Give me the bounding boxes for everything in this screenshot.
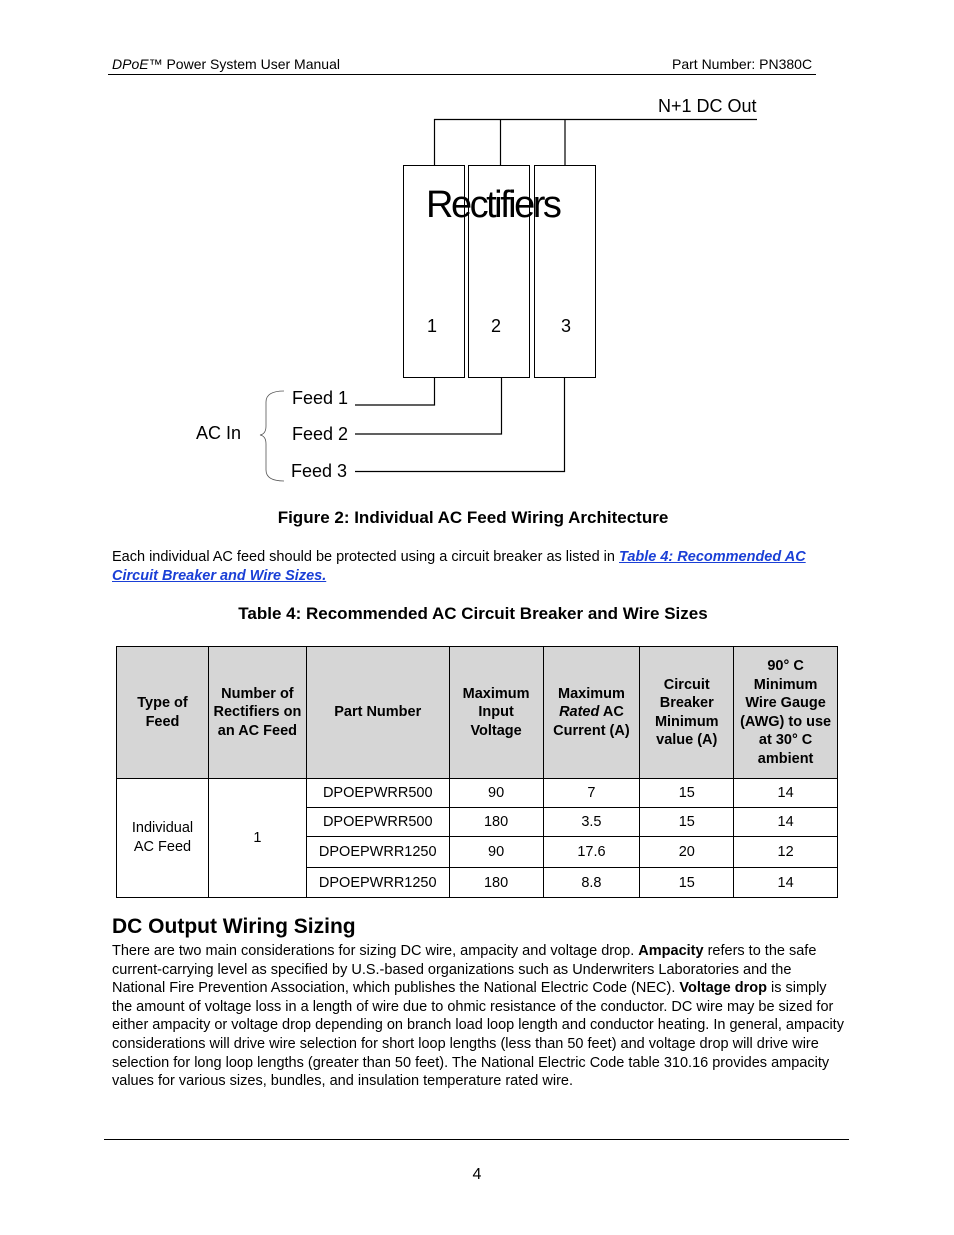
- term-ampacity: Ampacity: [638, 943, 704, 959]
- header-type-of-feed: Type of Feed: [117, 647, 209, 779]
- dc-out-label: N+1 DC Out: [658, 96, 757, 116]
- ac-in-label: AC In: [196, 423, 242, 443]
- feed-2-label: Feed 2: [292, 424, 349, 444]
- cell-voltage: 90: [449, 779, 543, 808]
- cell-type-of-feed: Individual AC Feed: [117, 779, 209, 898]
- cell-wire: 12: [734, 837, 838, 868]
- table-4-link[interactable]: Table 4: Recommended AC Circuit Breaker and Wire Sizes.: [112, 549, 806, 584]
- cell-voltage: 180: [449, 808, 543, 837]
- page-number: 4: [472, 1166, 482, 1183]
- cell-breaker: 20: [640, 837, 734, 868]
- rectifier-number-1: 1: [427, 316, 438, 336]
- header-number-of-rectifiers: Number of Rectifiers on an AC Feed: [208, 647, 306, 779]
- cell-wire: 14: [734, 779, 838, 808]
- rectifiers-label: Rectifiers: [426, 184, 560, 226]
- feed-2-wire: [355, 378, 502, 434]
- feed-3-wire: [355, 378, 565, 472]
- table-row: [117, 779, 838, 808]
- ac-in-brace: [260, 391, 284, 481]
- cell-breaker: 15: [640, 808, 734, 837]
- header-part-number: Part Number: PN380C: [672, 56, 813, 72]
- header-title-brand: DPoE: [112, 56, 149, 72]
- dc-output-paragraph: There are two main considerations for sizing DC wire, ampacity and voltage drop. Ampacity refers to the safe current-carrying level as specified by U.S.-based organizations such as Underwriters Laboratories and the National Fire Prevention Association, which publishes the National Electric Code (NEC). Voltage drop is simply the amount of voltage loss in a length of wire due to ohmic resistance of the conductor. DC wire may be sized for either ampacity or voltage drop depending on branch load loop length and conductor heating. In general, ampacity considerations will drive wire selection for short loop lengths (less than 50 feet) and voltage drop will drive wire selection for long loop lengths (greater than 50 feet). The National Electric Code table 310.16 provides ampacity values for various sizes, bundles, and insulation temperature rated wire.: [112, 943, 844, 1090]
- cell-voltage: 180: [449, 868, 543, 898]
- intro-paragraph: [112, 548, 842, 586]
- header-title-rest: ™ Power System User Manual: [148, 56, 340, 72]
- cell-part-number: DPOEPWRR500: [306, 779, 449, 808]
- cell-part-number: DPOEPWRR1250: [306, 868, 449, 898]
- cell-number-of-rectifiers: 1: [208, 779, 306, 898]
- header-max-input-voltage: Maximum Input Voltage: [449, 647, 543, 779]
- cell-breaker: 15: [640, 868, 734, 898]
- figure-caption: Figure 2: Individual AC Feed Wiring Architecture: [277, 508, 669, 527]
- table-caption: Table 4: Recommended AC Circuit Breaker and Wire Sizes: [238, 604, 708, 623]
- cell-wire: 14: [734, 868, 838, 898]
- cell-part-number: DPOEPWRR1250: [306, 837, 449, 868]
- intro-text: Each individual AC feed should be protected using a circuit breaker as listed in: [112, 549, 619, 565]
- cell-wire: 14: [734, 808, 838, 837]
- feed-1-wire: [355, 378, 435, 405]
- cell-breaker: 15: [640, 779, 734, 808]
- feed-1-label: Feed 1: [292, 388, 349, 408]
- term-voltage-drop: Voltage drop: [679, 980, 767, 997]
- cell-current: 17.6: [543, 837, 640, 868]
- feed-3-label: Feed 3: [291, 461, 348, 481]
- cell-current: 7: [543, 779, 640, 808]
- header-max-rated-current: Maximum Rated AC Current (A): [543, 647, 640, 779]
- table-header-row: [117, 647, 838, 779]
- cell-voltage: 90: [449, 837, 543, 868]
- header-part-number: Part Number: [306, 647, 449, 779]
- cell-part-number: DPOEPWRR500: [306, 808, 449, 837]
- rectifier-number-2: 2: [491, 316, 502, 336]
- section-title-dc-output: DC Output Wiring Sizing: [112, 915, 356, 938]
- header-circuit-breaker: Circuit Breaker Minimum value (A): [640, 647, 734, 779]
- breaker-wire-table: [116, 646, 838, 898]
- rectifier-number-3: 3: [561, 316, 572, 336]
- cell-current: 8.8: [543, 868, 640, 898]
- header-wire-gauge: 90° C Minimum Wire Gauge (AWG) to use at 30° C ambient: [734, 647, 838, 779]
- footer-rule: [104, 1139, 849, 1140]
- cell-current: 3.5: [543, 808, 640, 837]
- wiring-diagram: [0, 0, 954, 500]
